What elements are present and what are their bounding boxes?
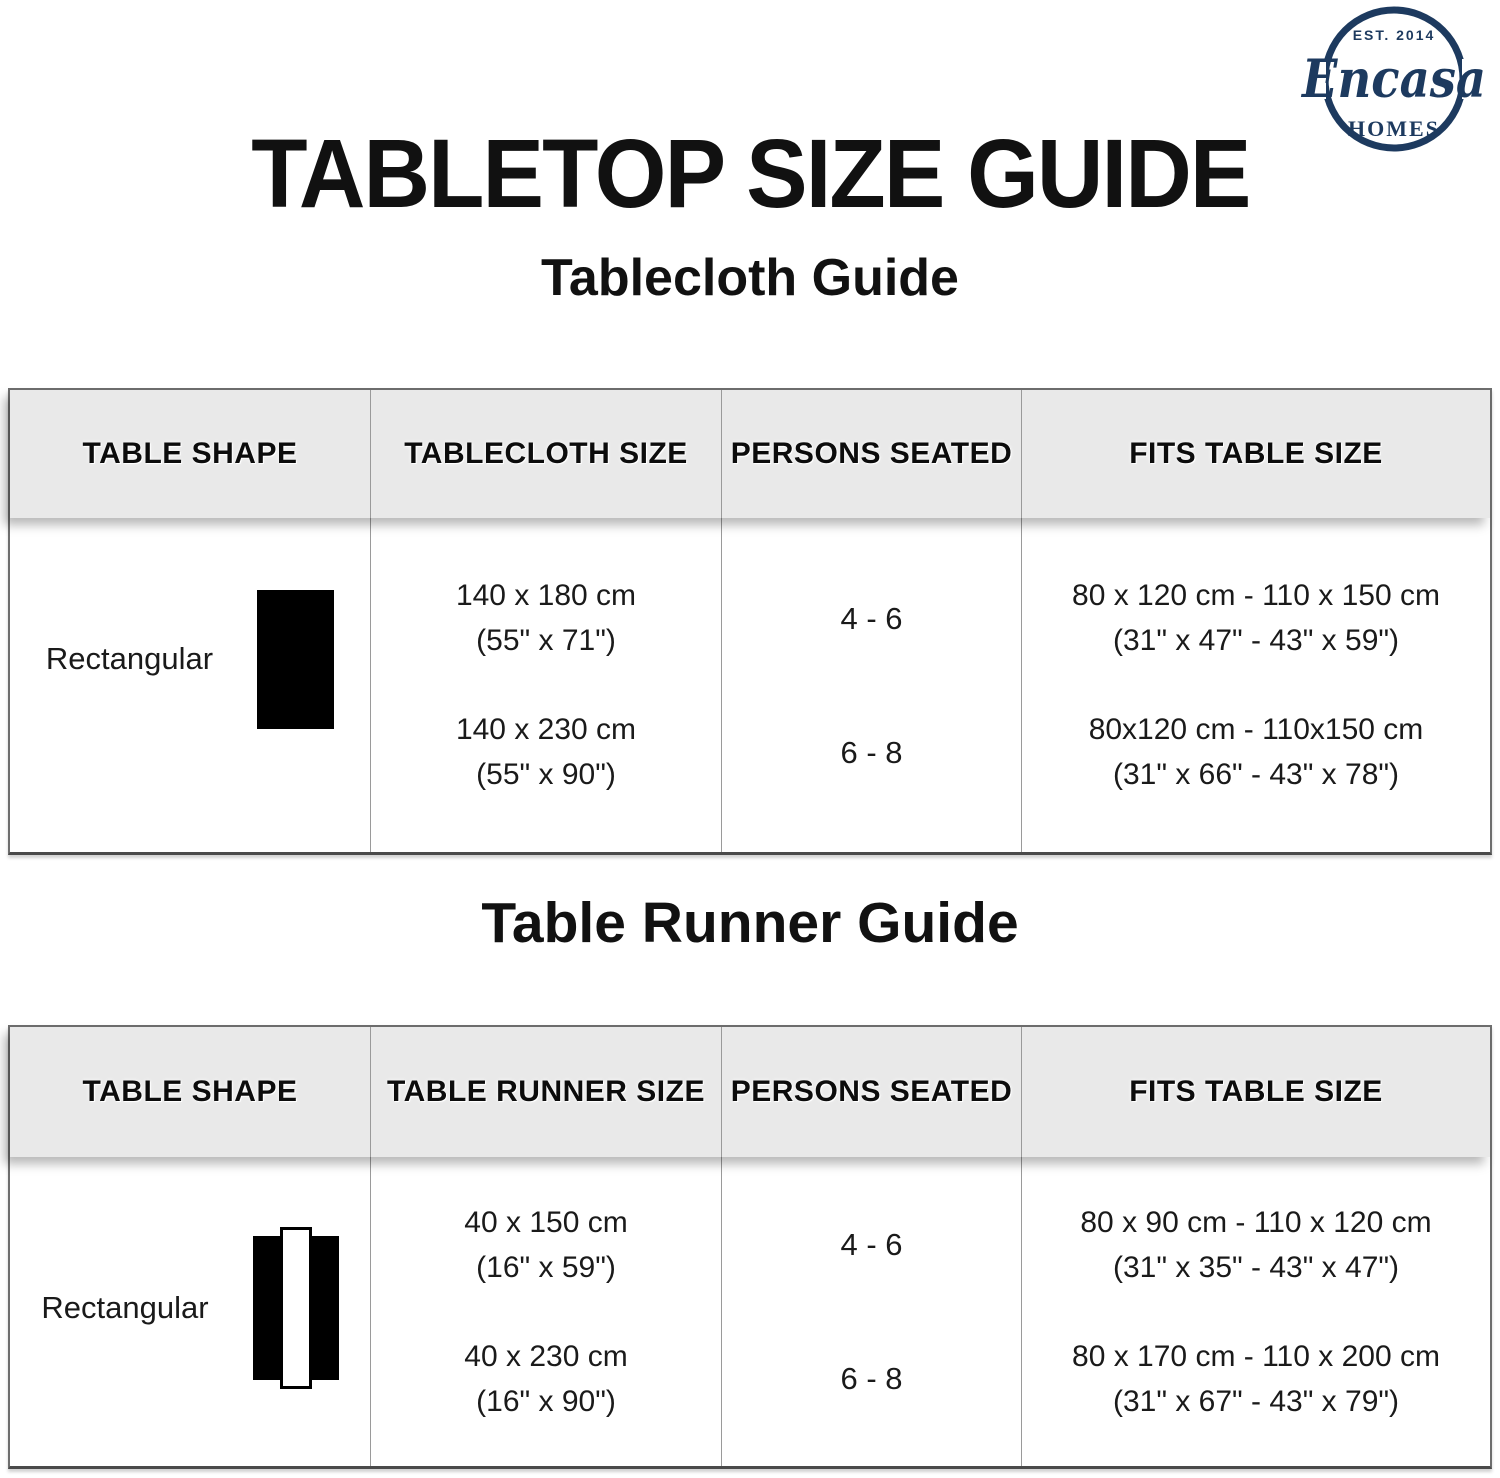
size-block: 40 x 150 cm (16" x 59"): [464, 1205, 628, 1284]
tablecloth-guide-heading: Tablecloth Guide: [541, 249, 959, 307]
col-header-persons-seated: PERSONS SEATED: [722, 390, 1022, 518]
fits-block: 80 x 90 cm - 110 x 120 cm (31" x 35" - 43" x 47"): [1080, 1205, 1432, 1284]
runner-body-row: [10, 1157, 1490, 1466]
col-header-table-shape: TABLE SHAPE: [10, 390, 371, 518]
col-header-fits-table-size: FITS TABLE SIZE: [1129, 437, 1383, 470]
persons-block: 6 - 8: [840, 1361, 903, 1396]
logo-est-text: EST. 2014: [1352, 27, 1436, 43]
col-header-runner-size: TABLE RUNNER SIZE: [371, 1027, 722, 1157]
fits-block: 80x120 cm - 110x150 cm (31" x 66" - 43" x 78"): [1088, 713, 1424, 791]
runner-shape-cell: [10, 1157, 371, 1466]
tablecloth-persons-cell: [722, 518, 1022, 852]
logo-brand-text: Encasa: [1300, 49, 1486, 110]
tablecloth-fits-cell: [1022, 518, 1490, 852]
tablecloth-body-row: [10, 518, 1490, 852]
logo-homes-text: HOMES: [1348, 116, 1440, 141]
col-header-fits-table-size: FITS TABLE SIZE: [1129, 1075, 1383, 1108]
runner-size-cell: [371, 1157, 722, 1466]
runner-guide-heading: Table Runner Guide: [481, 891, 1019, 955]
page-title: TABLETOP SIZE GUIDE: [250, 119, 1250, 228]
tablecloth-shape-cell: [10, 518, 371, 852]
size-block: 40 x 230 cm (16" x 90"): [464, 1339, 628, 1418]
runner-fits-cell: [1022, 1157, 1490, 1466]
tablecloth-header-row: [10, 390, 1490, 518]
persons-block: 4 - 6: [840, 1227, 903, 1262]
shape-label: Rectangular: [41, 1289, 209, 1325]
fits-block: 80 x 120 cm - 110 x 150 cm (31" x 47" - 43" x 59"): [1072, 579, 1440, 657]
persons-block: 4 - 6: [840, 600, 903, 636]
size-block: 140 x 180 cm (55" x 71"): [455, 579, 637, 657]
runner-persons-cell: [722, 1157, 1022, 1466]
shape-label: Rectangular: [45, 641, 214, 676]
tablecloth-guide-table: [8, 388, 1492, 855]
rectangular-table-icon: [257, 590, 334, 729]
runner-header-row: [10, 1027, 1490, 1157]
runner-guide-table: [8, 1025, 1492, 1469]
table-runner-icon: [253, 1227, 339, 1389]
size-block: 140 x 230 cm (55" x 90"): [455, 713, 637, 791]
col-header-table-shape: TABLE SHAPE: [10, 1027, 371, 1157]
tablecloth-size-cell: [371, 518, 722, 852]
col-header-tablecloth-size: TABLECLOTH SIZE: [371, 390, 722, 518]
col-header-persons-seated: PERSONS SEATED: [722, 1027, 1022, 1157]
persons-block: 6 - 8: [840, 734, 903, 770]
fits-block: 80 x 170 cm - 110 x 200 cm (31" x 67" - 43" x 79"): [1072, 1339, 1440, 1418]
